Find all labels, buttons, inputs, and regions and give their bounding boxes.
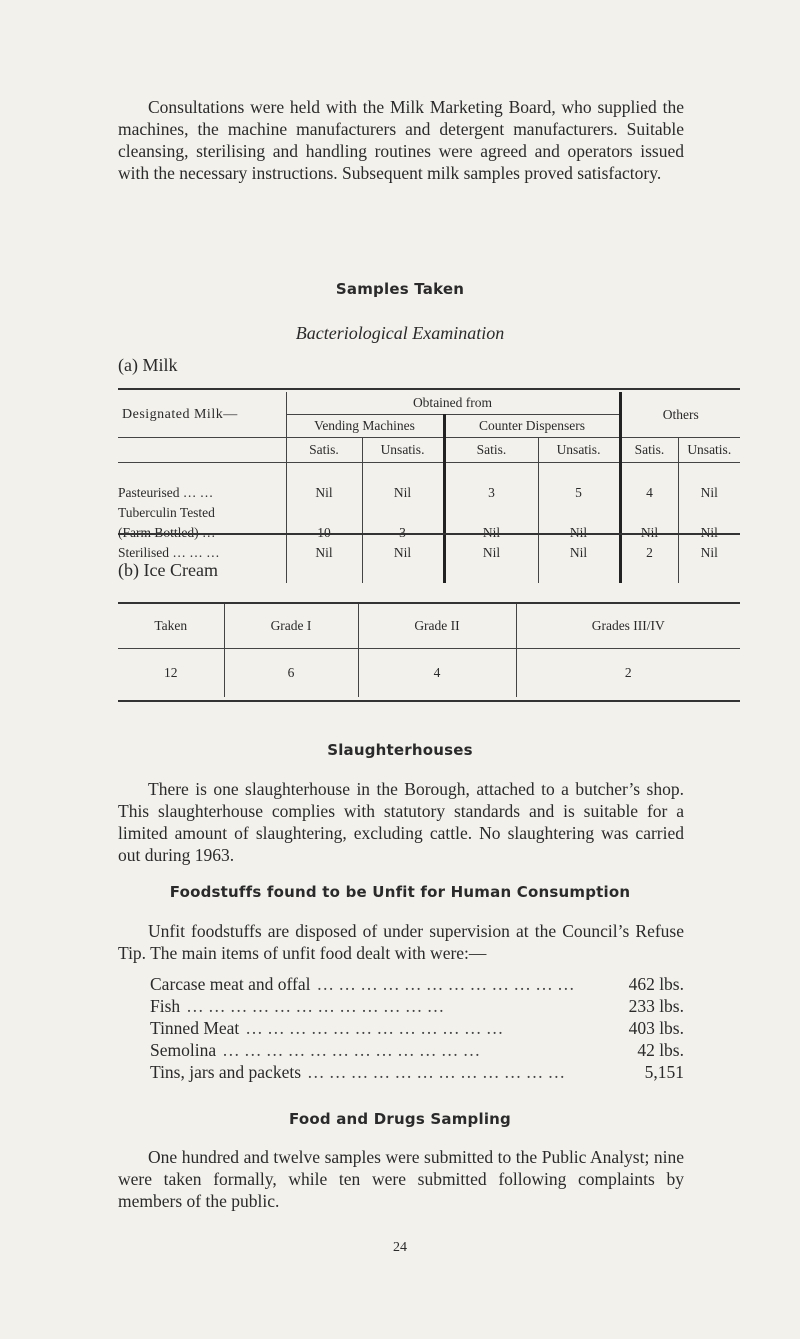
unsatis-header: Unsatis. [362,438,444,463]
unsatis-header: Unsatis. [538,438,620,463]
cell: 5 [538,483,620,503]
intro-paragraph: Consultations were held with the Milk Marketing Board, who supplied the machines, the machine manufacturers and detergent manufacturers. Suitable cleansing, sterilising and handling routines were agreed and operators issued with the necessary instructions. Subsequent milk samples proved satisfactory. [118,97,684,183]
milk-table-top-rule [118,388,740,390]
satis-header: Satis. [444,438,538,463]
cell: 2 [516,649,740,698]
cell: 6 [224,649,358,698]
foodstuffs-paragraph: Unfit foodstuffs are disposed of under supervision at the Council’s Refuse Tip. The main items of unfit food dealt with were:— [118,921,684,963]
vending-machines-header: Vending Machines [286,415,444,438]
milk-table [118,392,740,583]
designated-milk-header: Designated Milk— [122,406,238,422]
column-header: Taken [154,618,188,633]
cell: 3 [444,483,538,503]
column-header: Grade II [358,604,516,649]
cell: Nil [678,543,740,563]
food-drugs-heading: Food and Drugs Sampling [289,1110,511,1128]
samples-heading: Samples Taken [335,280,465,298]
cell: Nil [286,483,362,503]
obtained-from-header: Obtained from [286,392,620,415]
cell: 2 [620,543,678,563]
ice-table-bottom-rule [118,700,740,702]
column-header: Grades III/IV [516,604,740,649]
cell: 12 [164,665,178,680]
satis-header: Satis. [620,438,678,463]
list-item: Tinned Meat … … … … … … … … … … … … 403 lbs. [150,1018,684,1038]
counter-dispensers-header: Counter Dispensers [444,415,620,438]
cell: Nil [362,483,444,503]
row-label: Tuberculin Tested [118,505,215,520]
cell: 4 [358,649,516,698]
cell: Nil [362,543,444,563]
list-item: Semolina … … … … … … … … … … … … 42 lbs. [150,1040,684,1060]
table-row [118,503,740,523]
list-item: Fish … … … … … … … … … … … … 233 lbs. [150,996,684,1016]
slaughterhouses-paragraph: There is one slaughterhouse in the Borough, attached to a butcher’s shop. This slaughterhouse complies with statutory standards and is suitable for a limited amount of slaughtering, excluding cattle. No slaughtering was carried out during 1963. [118,779,684,865]
table-row [118,649,740,698]
unfit-items-list [150,973,684,1083]
foodstuffs-heading: Foodstuffs found to be Unfit for Human Consumption [169,883,631,901]
unsatis-header: Unsatis. [678,438,740,463]
milk-table-bottom-rule [118,533,740,535]
page-number: 24 [393,1240,407,1255]
row-label: Pasteurised … … [118,485,214,500]
list-item: Tins, jars and packets … … … … … … … … … … … … 5,151 [150,1062,684,1082]
others-header: Others [620,392,740,438]
cell: Nil [678,483,740,503]
ice-cream-table [118,604,740,697]
row-label: Sterilised … … … [118,545,220,560]
cell: Nil [286,543,362,563]
milk-label: (a) Milk [118,355,178,375]
column-header: Grade I [224,604,358,649]
slaughterhouses-heading: Slaughterhouses [327,741,473,759]
cell: Nil [538,543,620,563]
ice-cream-label: (b) Ice Cream [118,560,218,580]
cell: 4 [620,483,678,503]
bacteriological-heading: Bacteriological Examination [295,323,505,343]
table-row [118,483,740,503]
satis-header: Satis. [286,438,362,463]
food-drugs-paragraph: One hundred and twelve samples were submitted to the Public Analyst; nine were taken formally, while ten were submitted following complaints by members of the public. [118,1147,684,1211]
list-item: Carcase meat and offal … … … … … … … … … … … … 462 lbs. [150,974,684,994]
cell: Nil [444,543,538,563]
